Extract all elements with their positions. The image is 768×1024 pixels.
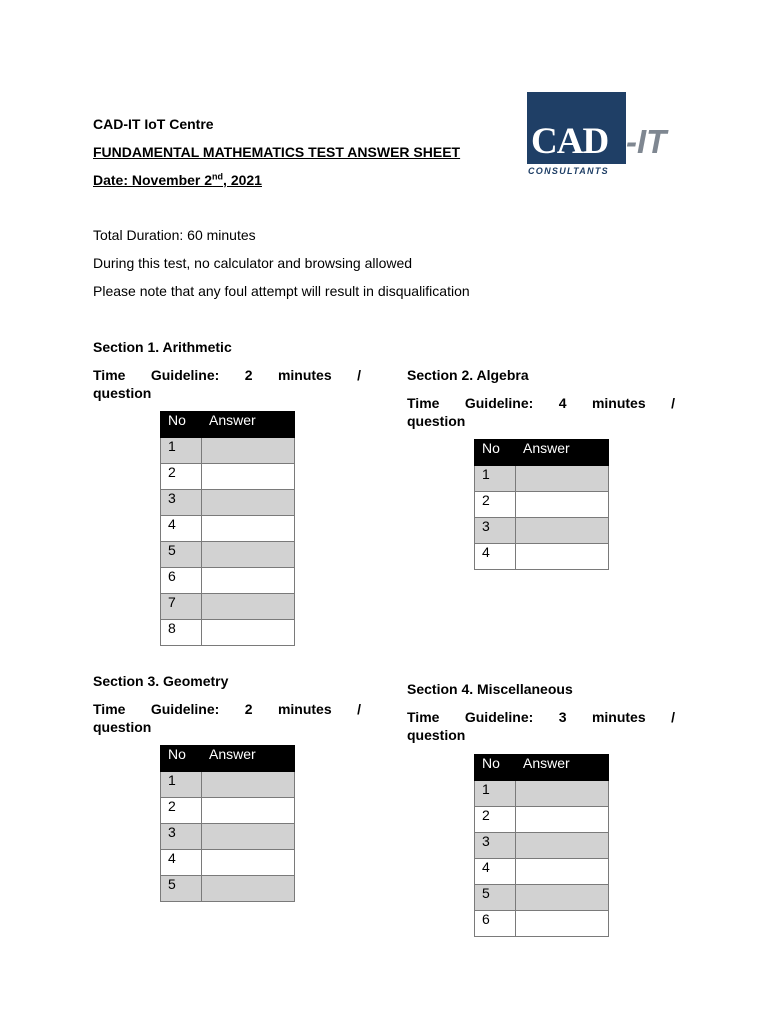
question-number: 6 — [161, 568, 202, 594]
guideline-word: / — [671, 709, 675, 725]
question-number: 8 — [161, 620, 202, 646]
question-number: 3 — [161, 824, 202, 850]
header-no: No — [475, 755, 516, 781]
table-row — [475, 544, 609, 570]
question-number: 3 — [475, 833, 516, 859]
section-2-answer-table — [474, 439, 609, 570]
guideline-word: question — [407, 727, 466, 743]
logo-cad-text: CAD — [531, 121, 609, 162]
question-number: 3 — [161, 490, 202, 516]
answer-cell[interactable] — [202, 798, 295, 824]
table-row — [475, 833, 609, 859]
answer-cell[interactable] — [516, 544, 609, 570]
guideline-word: 3 — [558, 709, 567, 725]
table-row — [161, 620, 295, 646]
question-number: 5 — [161, 876, 202, 902]
question-number: 5 — [161, 542, 202, 568]
table-row — [161, 772, 295, 798]
answer-cell[interactable] — [516, 781, 609, 807]
section-1-time-guideline — [93, 366, 361, 402]
table-row — [161, 490, 295, 516]
test-date: Date: November 2nd, 2021 — [93, 171, 262, 188]
answer-cell[interactable] — [202, 772, 295, 798]
guideline-word: Guideline: — [150, 367, 220, 383]
question-number: 3 — [475, 518, 516, 544]
section-2-time-guideline — [407, 394, 675, 430]
question-number: 4 — [161, 516, 202, 542]
guideline-word: Guideline: — [150, 701, 220, 717]
table-row — [161, 516, 295, 542]
guideline-word: / — [671, 395, 675, 411]
answer-cell[interactable] — [202, 464, 295, 490]
section-1-title: Section 1. Arithmetic — [93, 339, 232, 355]
table-row — [475, 781, 609, 807]
answer-cell[interactable] — [202, 490, 295, 516]
section-3-answer-table — [160, 745, 295, 902]
org-name: CAD-IT IoT Centre — [93, 116, 214, 132]
table-header-row — [161, 412, 295, 438]
header-answer: Answer — [516, 755, 609, 781]
guideline-word: question — [93, 719, 152, 735]
table-header-row — [475, 440, 609, 466]
guideline-word: minutes — [591, 709, 646, 725]
logo-it-text: -IT — [626, 123, 667, 160]
guideline-word: Guideline: — [464, 395, 534, 411]
table-row — [161, 850, 295, 876]
section-3-time-guideline — [93, 700, 361, 736]
answer-cell[interactable] — [516, 859, 609, 885]
table-row — [161, 824, 295, 850]
question-number: 4 — [475, 859, 516, 885]
table-row — [475, 859, 609, 885]
guideline-word: question — [407, 413, 466, 429]
answer-cell[interactable] — [202, 620, 295, 646]
answer-cell[interactable] — [516, 911, 609, 937]
answer-cell[interactable] — [202, 876, 295, 902]
header-answer: Answer — [202, 412, 295, 438]
answer-cell[interactable] — [516, 492, 609, 518]
cad-it-logo — [527, 92, 677, 178]
answer-cell[interactable] — [202, 824, 295, 850]
section-4-time-guideline — [407, 708, 675, 744]
table-row — [475, 807, 609, 833]
instruction-duration: Total Duration: 60 minutes — [93, 227, 256, 243]
question-number: 1 — [161, 438, 202, 464]
section-1-answer-table — [160, 411, 295, 646]
guideline-word: / — [357, 367, 361, 383]
question-number: 7 — [161, 594, 202, 620]
question-number: 6 — [475, 911, 516, 937]
question-number: 2 — [161, 798, 202, 824]
answer-cell[interactable] — [516, 518, 609, 544]
question-number: 4 — [475, 544, 516, 570]
header-answer: Answer — [202, 746, 295, 772]
guideline-word: question — [93, 385, 152, 401]
question-number: 1 — [475, 781, 516, 807]
instruction-no-calculator: During this test, no calculator and browsing allowed — [93, 255, 413, 271]
question-number: 1 — [475, 466, 516, 492]
guideline-word: minutes — [591, 395, 646, 411]
question-number: 2 — [161, 464, 202, 490]
header-answer: Answer — [516, 440, 609, 466]
table-row — [475, 885, 609, 911]
table-row — [161, 464, 295, 490]
answer-cell[interactable] — [202, 438, 295, 464]
header-no: No — [161, 412, 202, 438]
section-4-title: Section 4. Miscellaneous — [407, 681, 573, 697]
answer-cell[interactable] — [516, 466, 609, 492]
answer-cell[interactable] — [516, 885, 609, 911]
guideline-word: Time — [93, 701, 126, 717]
table-row — [161, 798, 295, 824]
table-row — [161, 568, 295, 594]
table-row — [161, 876, 295, 902]
guideline-word: Time — [93, 367, 126, 383]
guideline-word: minutes — [277, 701, 332, 717]
answer-cell[interactable] — [202, 850, 295, 876]
answer-cell[interactable] — [202, 568, 295, 594]
question-number: 4 — [161, 850, 202, 876]
question-number: 5 — [475, 885, 516, 911]
answer-cell[interactable] — [516, 807, 609, 833]
guideline-word: 4 — [558, 395, 567, 411]
table-row — [475, 466, 609, 492]
instruction-foul: Please note that any foul attempt will result in disqualification — [93, 283, 470, 299]
guideline-word: 2 — [244, 367, 253, 383]
question-number: 2 — [475, 807, 516, 833]
question-number: 1 — [161, 772, 202, 798]
answer-cell[interactable] — [516, 833, 609, 859]
guideline-word: Time — [407, 709, 440, 725]
question-number: 2 — [475, 492, 516, 518]
table-row — [475, 518, 609, 544]
logo-subtitle: CONSULTANTS — [528, 166, 609, 176]
table-header-row — [161, 746, 295, 772]
sheet-title: FUNDAMENTAL MATHEMATICS TEST ANSWER SHEET — [93, 144, 461, 160]
table-row — [475, 911, 609, 937]
table-row — [161, 542, 295, 568]
section-4-answer-table — [474, 754, 609, 937]
table-row — [161, 594, 295, 620]
header-no: No — [475, 440, 516, 466]
table-row — [475, 492, 609, 518]
answer-cell[interactable] — [202, 516, 295, 542]
guideline-word: Guideline: — [464, 709, 534, 725]
section-2-title: Section 2. Algebra — [407, 367, 529, 383]
guideline-word: / — [357, 701, 361, 717]
answer-cell[interactable] — [202, 542, 295, 568]
section-3-title: Section 3. Geometry — [93, 673, 229, 689]
table-header-row — [475, 755, 609, 781]
header-no: No — [161, 746, 202, 772]
guideline-word: minutes — [277, 367, 332, 383]
guideline-word: Time — [407, 395, 440, 411]
answer-cell[interactable] — [202, 594, 295, 620]
guideline-word: 2 — [244, 701, 253, 717]
table-row — [161, 438, 295, 464]
